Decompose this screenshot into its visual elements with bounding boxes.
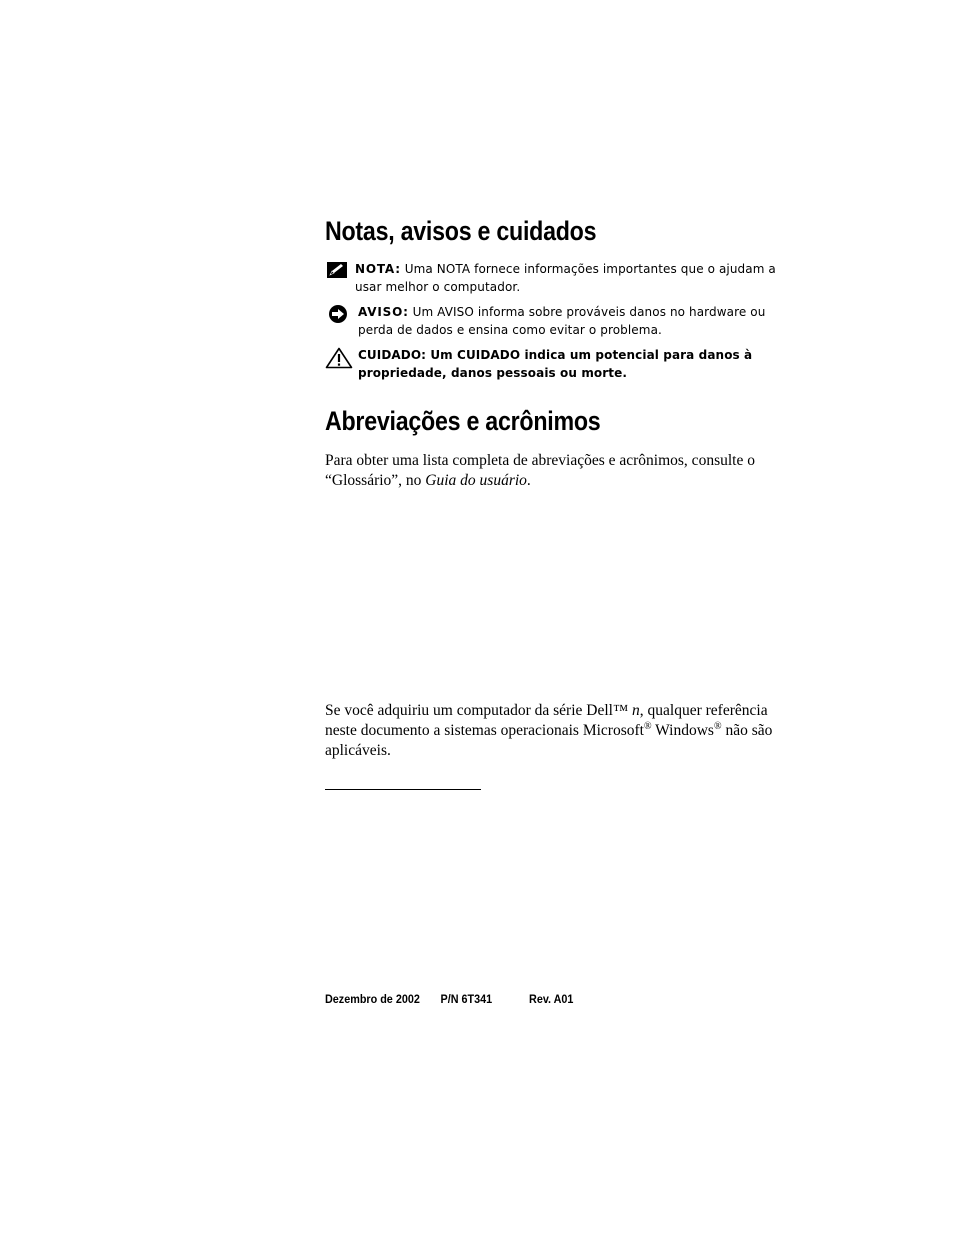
registered-mark-1: ® — [643, 721, 652, 732]
abbreviations-text-end: . — [526, 472, 531, 489]
page-title-abbreviations: Abreviações e acrônimos — [325, 406, 601, 436]
footer — [325, 992, 573, 1006]
aviso-label: AVISO: — [358, 305, 409, 319]
dell-note-text-1: Se você adquiriu um computador da série Dell™ — [325, 702, 633, 719]
dell-n-series-note — [325, 701, 795, 761]
dell-series-n: n — [632, 702, 640, 719]
abbreviations-text: Para obter uma lista completa de abreviações e acrônimos, consulte o “Glossário”, no — [325, 452, 755, 489]
aviso-text: Um AVISO informa sobre prováveis danos no hardware ou perda de dados e ensina como evitar o problema. — [358, 305, 766, 337]
user-guide-title: Guia do usuário — [425, 472, 527, 489]
note-notice — [325, 261, 795, 296]
warning-triangle-icon — [325, 347, 353, 374]
note-text: Uma NOTA fornece informações importantes que o ajudam a usar melhor o computador. — [355, 262, 776, 294]
notice-aviso — [325, 304, 795, 339]
dell-note-text-4: não são aplicáveis. — [325, 722, 773, 759]
footer-revision: Rev. A01 — [529, 992, 574, 1006]
registered-mark-2: ® — [713, 721, 722, 732]
dell-note-text-2: , qualquer referência neste documento a sistemas operacionais Microsoft — [325, 702, 768, 739]
caution-notice — [325, 347, 795, 382]
caution-text: Um CUIDADO indica um potencial para danos à propriedade, danos pessoais ou morte. — [358, 348, 753, 380]
caution-label: CUIDADO: — [358, 348, 427, 362]
dell-note-text-3: Windows — [651, 722, 714, 739]
pencil-note-icon — [325, 261, 349, 284]
page-title-notes: Notas, avisos e cuidados — [325, 216, 597, 246]
footer-part-number: P/N 6T341 — [440, 992, 493, 1006]
note-label: NOTA: — [355, 262, 401, 276]
abbreviations-paragraph — [325, 451, 795, 491]
notice-arrow-icon — [325, 304, 351, 329]
separator-rule — [325, 789, 481, 790]
footer-date: Dezembro de 2002 — [325, 992, 420, 1006]
